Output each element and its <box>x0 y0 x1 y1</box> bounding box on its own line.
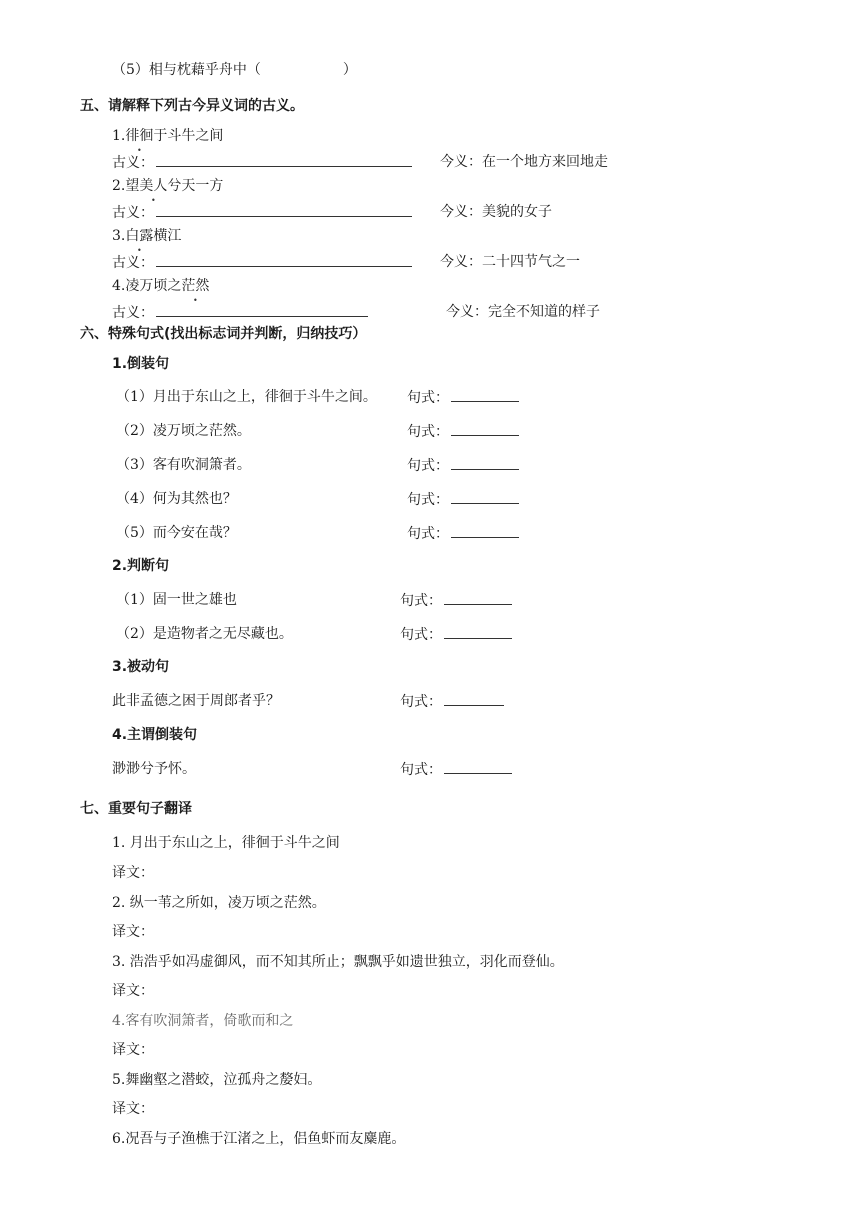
gu-answer-row: 古义： <box>112 202 412 223</box>
gu-answer-blank[interactable] <box>156 252 412 267</box>
jin-meaning: 今义：美貌的女子 <box>440 204 552 220</box>
jin-meaning: 今义：在一个地方来回地走 <box>440 154 608 170</box>
sentence-text: （1）固一世之雄也 <box>116 592 237 608</box>
section-title: 六、特殊句式(找出标志词并判断，归纳技巧） <box>80 326 367 342</box>
subsection-heading: 3.被动句 <box>112 659 170 675</box>
pattern-answer-blank[interactable] <box>451 455 519 470</box>
subsection-heading: 2.判断句 <box>112 558 170 574</box>
section-title: 五、请解释下列古今异义词的古义。 <box>80 98 304 114</box>
jin-meaning: 今义：完全不知道的样子 <box>446 304 600 320</box>
gu-answer-blank[interactable] <box>156 202 412 217</box>
gu-answer-blank[interactable] <box>156 302 368 317</box>
pattern-answer-row: 句式： <box>400 624 512 645</box>
emphasized-term: 徘徊 <box>125 128 154 144</box>
pattern-answer-blank[interactable] <box>444 590 512 605</box>
translation-label[interactable]: 译文： <box>112 983 154 999</box>
translation-sentence: 3. 浩浩乎如冯虚御风，而不知其所止；飘飘乎如遗世独立，羽化而登仙。 <box>112 954 564 970</box>
translation-label[interactable]: 译文： <box>112 865 154 881</box>
sentence-text: 渺渺兮予怀。 <box>112 761 196 777</box>
pattern-answer-blank[interactable] <box>451 523 519 538</box>
translation-label[interactable]: 译文： <box>112 1101 154 1117</box>
pattern-answer-row: 句式： <box>407 523 519 544</box>
term-prompt: 2.望美人兮天一方 <box>112 178 224 194</box>
pattern-answer-row: 句式： <box>400 759 512 780</box>
subsection-heading: 4.主谓倒装句 <box>112 727 198 743</box>
translation-label[interactable]: 译文： <box>112 924 154 940</box>
term-prompt: 3.白露横江 <box>112 228 182 244</box>
sentence-text: 此非孟德之困于周郎者乎？ <box>112 693 280 709</box>
sentence-text: （2）是造物者之无尽藏也。 <box>116 626 293 642</box>
pattern-answer-blank[interactable] <box>444 691 504 706</box>
emphasized-term: 美人 <box>139 178 168 194</box>
pattern-answer-blank[interactable] <box>451 387 519 402</box>
gu-answer-row: 古义： <box>112 302 368 323</box>
translation-sentence: 4.客有吹洞箫者，倚歌而和之 <box>112 1013 294 1029</box>
gu-answer-row: 古义： <box>112 252 412 273</box>
pattern-answer-row: 句式： <box>400 590 512 611</box>
translation-label[interactable]: 译文： <box>112 1042 154 1058</box>
sentence-text: （1）月出于东山之上，徘徊于斗牛之间。 <box>116 389 377 405</box>
term-prompt: 1.徘徊于斗牛之间 <box>112 128 224 144</box>
section-title: 七、重要句子翻译 <box>80 801 192 817</box>
pattern-answer-row: 句式： <box>400 691 504 712</box>
emphasized-term: 茫然 <box>181 278 210 294</box>
sentence-text: （3）客有吹洞箫者。 <box>116 457 251 473</box>
pattern-answer-blank[interactable] <box>444 759 512 774</box>
jin-meaning: 今义：二十四节气之一 <box>440 254 580 270</box>
pattern-answer-blank[interactable] <box>444 624 512 639</box>
pattern-answer-row: 句式： <box>407 421 519 442</box>
pattern-answer-row: 句式： <box>407 455 519 476</box>
term-prompt: 4.凌万顷之茫然 <box>112 278 210 294</box>
emphasized-term: 白露 <box>125 228 154 244</box>
sentence-text: （5）而今安在哉？ <box>116 525 237 541</box>
gu-answer-row: 古义： <box>112 152 412 173</box>
pattern-answer-row: 句式： <box>407 387 519 408</box>
pattern-answer-blank[interactable] <box>451 489 519 504</box>
pattern-answer-blank[interactable] <box>451 421 519 436</box>
sentence-text: （4）何为其然也？ <box>116 491 237 507</box>
question-text: （5）相与枕藉乎舟中（ <box>112 62 261 78</box>
sentence-text: （2）凌万顷之茫然。 <box>116 423 251 439</box>
pattern-answer-row: 句式： <box>407 489 519 510</box>
translation-sentence: 2. 纵一苇之所如，凌万顷之茫然。 <box>112 895 326 911</box>
question-item: （5）相与枕藉乎舟中（ ） <box>112 62 357 78</box>
translation-sentence: 6.况吾与子渔樵于江渚之上，侣鱼虾而友麋鹿。 <box>112 1131 406 1147</box>
gu-answer-blank[interactable] <box>156 152 412 167</box>
translation-sentence: 5.舞幽壑之潜蛟，泣孤舟之嫠妇。 <box>112 1072 322 1088</box>
subsection-heading: 1.倒装句 <box>112 356 170 372</box>
translation-sentence: 1. 月出于东山之上，徘徊于斗牛之间 <box>112 835 340 851</box>
